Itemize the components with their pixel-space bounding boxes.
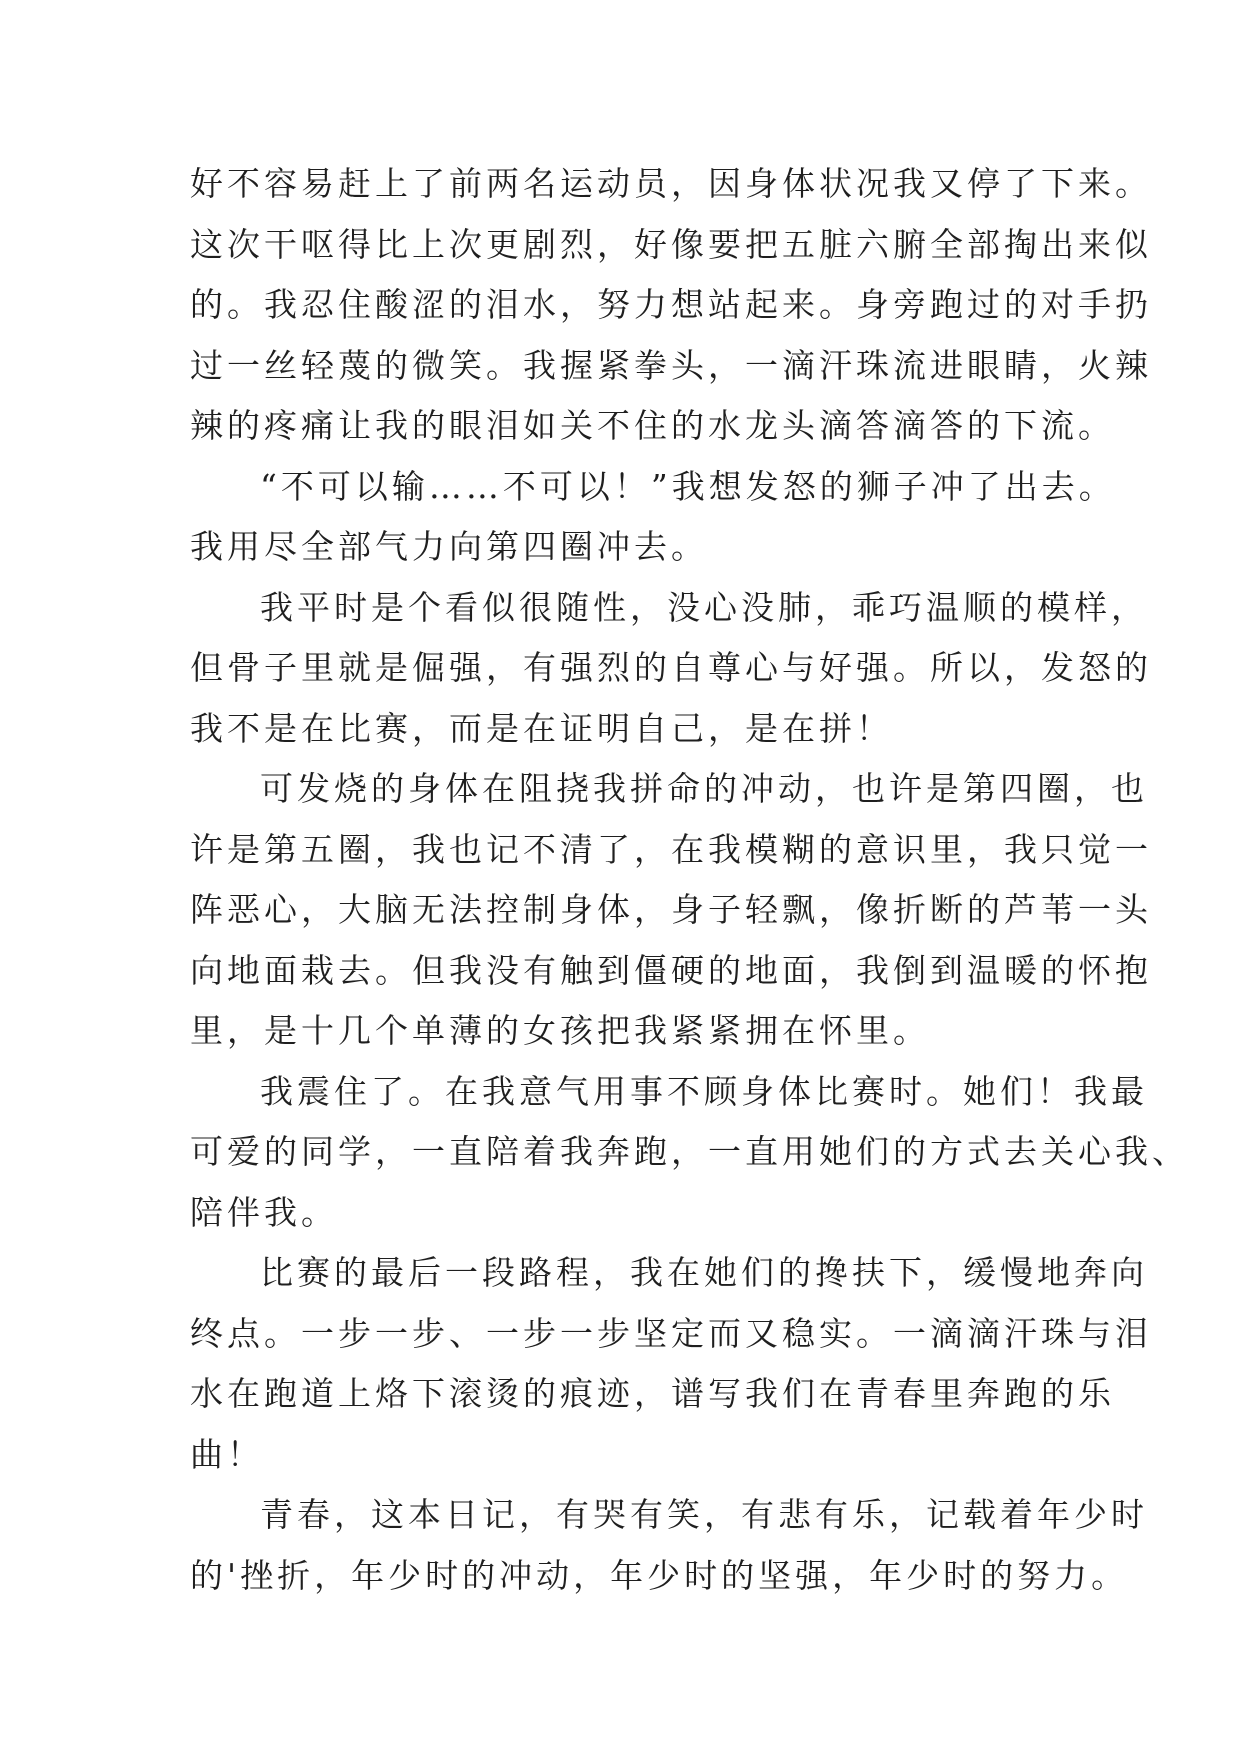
text-line: 我震住了。在我意气用事不顾身体比赛时。她们！我最 — [260, 1071, 1148, 1111]
text-line: 过一丝轻蔑的微笑。我握紧拳头，一滴汗珠流进眼睛，火辣 — [190, 345, 1152, 385]
text-line: 好不容易赶上了前两名运动员，因身体状况我又停了下来。 — [190, 164, 1152, 203]
text-line: 曲！ — [190, 1434, 264, 1474]
text-line: 我用尽全部气力向第四圈冲去。 — [190, 527, 708, 566]
text-line: “不可以输……不可以！”我想发怒的狮子冲了出去。 — [260, 466, 1116, 506]
text-line: 阵恶心，大脑无法控制身体，身子轻飘，像折断的芦苇一头 — [190, 890, 1152, 929]
text-line: 里，是十几个单薄的女孩把我紧紧拥在怀里。 — [190, 1011, 930, 1050]
text-line: 这次干呕得比上次更剧烈，好像要把五脏六腑全部掏出来似 — [190, 224, 1152, 264]
text-line: 比赛的最后一段路程，我在她们的搀扶下，缓慢地奔向 — [260, 1253, 1148, 1292]
text-line: 终点。一步一步、一步一步坚定而又稳实。一滴滴汗珠与泪 — [190, 1313, 1152, 1353]
text-line: 但骨子里就是倔强，有强烈的自尊心与好强。所以，发怒的 — [190, 648, 1152, 687]
text-line: 我平时是个看似很随性，没心没肺，乖巧温顺的模样， — [260, 587, 1148, 627]
text-line: 的。我忍住酸涩的泪水，努力想站起来。身旁跑过的对手扔 — [190, 285, 1152, 324]
body-text — [190, 154, 1189, 1606]
text-line: 向地面栽去。但我没有触到僵硬的地面，我倒到温暖的怀抱 — [190, 950, 1152, 990]
text-line: 水在跑道上烙下滚烫的痕迹，谱写我们在青春里奔跑的乐 — [190, 1374, 1115, 1413]
text-line: 陪伴我。 — [190, 1192, 338, 1232]
text-line: 许是第五圈，我也记不清了，在我模糊的意识里，我只觉一 — [190, 829, 1152, 869]
text-line: 可发烧的身体在阻挠我拼命的冲动，也许是第四圈，也 — [260, 769, 1148, 808]
text-line: 我不是在比赛，而是在证明自己，是在拼！ — [190, 708, 893, 748]
text-line: 辣的疼痛让我的眼泪如关不住的水龙头滴答滴答的下流。 — [190, 406, 1115, 445]
text-line: 青春，这本日记，有哭有笑，有悲有乐，记载着年少时 — [260, 1495, 1148, 1534]
text-line: 可爱的同学，一直陪着我奔跑，一直用她们的方式去关心我、 — [190, 1132, 1189, 1171]
text-line: 的'挫折，年少时的冲动，年少时的坚强，年少时的努力。 — [190, 1555, 1129, 1595]
